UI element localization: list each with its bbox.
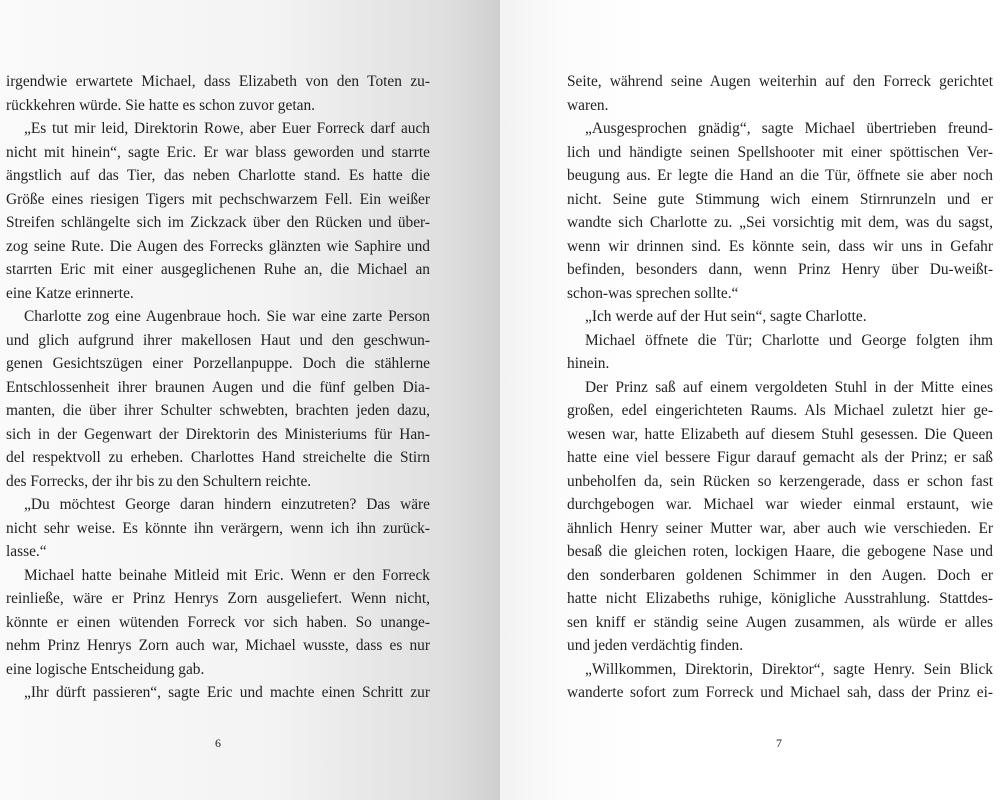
text-line: könnte er einen wütenden Forreck vor sich haben. So unange- (6, 613, 430, 631)
text-line: nicht. Seine gute Stimmung wich einem Stirnrunzeln und er (567, 190, 993, 208)
left-page-text (6, 70, 430, 705)
right-page (500, 0, 1000, 800)
text-line: unbeholfen da, sein Rücken so kerzengerade, dass er schon fast (567, 472, 993, 490)
text-line: genen Gesichtszügen einer Porzellanpuppe. Doch die stählerne (6, 355, 430, 372)
text-line: Streifen schlängelte sich im Zickzack über den Rücken und über- (6, 214, 430, 231)
text-line: Michael öffnete die Tür; Charlotte und George folgten ihm (585, 331, 993, 349)
text-line: Der Prinz saß auf einem vergoldeten Stuhl in der Mitte eines (585, 378, 993, 396)
text-line: eine Katze erinnerte. (6, 284, 134, 302)
text-line: hatte nicht Elizabeths ruhige, königliche Ausstrahlung. Stattdes- (567, 590, 993, 607)
text-line: Michael hatte beinahe Mitleid mit Eric. Wenn er den Forreck (24, 566, 430, 584)
text-line: „Ausgesprochen gnädig“, sagte Michael übertrieben freund- (585, 120, 993, 137)
text-line: „Du möchtest George daran hindern einzutreten? Das wäre (24, 496, 430, 513)
text-line: schon-was sprechen sollte.“ (567, 284, 739, 302)
text-line: ängstlich auf das Tier, das neben Charlotte stand. Es hatte die (6, 167, 430, 184)
text-line: befinden, besonders dann, wenn Prinz Henry über Du-weißt- (567, 261, 993, 278)
text-line: großen, edel eingerichteten Raums. Als Michael zuletzt hier ge- (567, 402, 993, 419)
left-page-number: 6 (215, 736, 221, 750)
text-line: hatte eine viel bessere Figur darauf gemacht als der Prinz; er saß (567, 449, 993, 466)
text-line: waren. (567, 96, 609, 114)
text-line: beugung aus. Er legte die Hand an die Tür, öffnete sie aber noch (567, 167, 993, 184)
text-line: wandte sich Charlotte zu. „Sei vorsichtig mit dem, was du sagst, (567, 214, 993, 231)
text-line: Charlotte zog eine Augenbraue hoch. Sie war eine zarte Person (24, 308, 430, 325)
text-line: besaß die gleichen roten, lockigen Haare, die gebogene Nase und (567, 543, 993, 560)
text-line: wenn wir drinnen sind. Es könnte sein, dass wir uns in Gefahr (567, 237, 993, 255)
text-line: eine logische Entscheidung gab. (6, 660, 205, 678)
text-line: wanderte sofort zum Forreck und Michael sah, dass der Prinz ei- (567, 684, 993, 701)
text-line: hinein. (567, 355, 610, 372)
text-line: reinließe, wäre er Prinz Henrys Zorn ausgeliefert. Wenn nicht, (6, 590, 430, 607)
text-line: lasse.“ (6, 543, 47, 560)
text-line: „Es tut mir leid, Direktorin Rowe, aber Euer Forreck darf auch (24, 120, 430, 137)
text-line: „Ihr dürft passieren“, sagte Eric und machte einen Schritt zur (24, 684, 430, 701)
text-line: „Willkommen, Direktorin, Direktor“, sagte Henry. Sein Blick (585, 660, 993, 678)
text-line: nehm Prinz Henrys Zorn auch war, Michael wusste, dass es nur (6, 637, 430, 654)
text-line: ähnlich Henry seiner Mutter war, aber auch wie verschieden. Er (567, 519, 993, 537)
text-line: den sonderbaren goldenen Schimmer in den Augen. Doch er (567, 566, 993, 584)
text-line: starrten Eric mit einer ausgeglichenen Ruhe an, die Michael an (6, 261, 430, 278)
text-line: nicht mit hinein“, sagte Eric. Er war blass geworden und starrte (6, 143, 430, 161)
right-page-text (567, 70, 993, 705)
text-line: Entschlossenheit ihrer braunen Augen und die fünf gelben Dia- (6, 378, 430, 396)
text-line: lich und händigte seinen Spellshooter mit einer spöttischen Ver- (567, 143, 993, 161)
text-line: durchgebogen war. Michael war wieder einmal erstaunt, wie (567, 496, 993, 513)
text-line: sich in der Gegenwart der Direktorin des Ministeriums für Han- (6, 425, 430, 443)
text-line: „Ich werde auf der Hut sein“, sagte Charlotte. (585, 308, 867, 325)
text-line: des Forrecks, der ihr bis zu den Schultern reichte. (6, 472, 312, 490)
text-line: Seite, während seine Augen weiterhin auf den Forreck gerichtet (567, 73, 993, 90)
right-page-number: 7 (776, 736, 782, 750)
text-line: wesen war, hatte Elizabeth auf diesem Stuhl gesessen. Die Queen (567, 425, 993, 443)
text-line: rückkehren würde. Sie hatte es schon zuvor getan. (6, 96, 315, 114)
text-line: del respektvoll zu erheben. Charlottes Hand streichelte die Stirn (6, 449, 430, 466)
text-line: zog seine Rute. Die Augen des Forrecks glänzten wie Saphire und (6, 237, 430, 255)
text-line: nicht sehr weise. Es könnte ihn verärgern, wenn ich ihn zurück- (6, 519, 430, 537)
text-line: sen kniff er ständig seine Augen zusammen, als würde er alles (567, 613, 993, 631)
text-line: und jeden verdächtig finden. (567, 637, 744, 654)
text-line: und glich aufgrund ihrer makellosen Haut und den geschwun- (6, 331, 430, 349)
text-line: manten, die über ihrer Schulter schwebten, brachten jeden dazu, (6, 402, 430, 419)
text-line: Größe eines riesigen Tigers mit pechschwarzem Fell. Ein weißer (6, 190, 430, 208)
text-line: irgendwie erwartete Michael, dass Elizabeth von den Toten zu- (6, 73, 430, 90)
